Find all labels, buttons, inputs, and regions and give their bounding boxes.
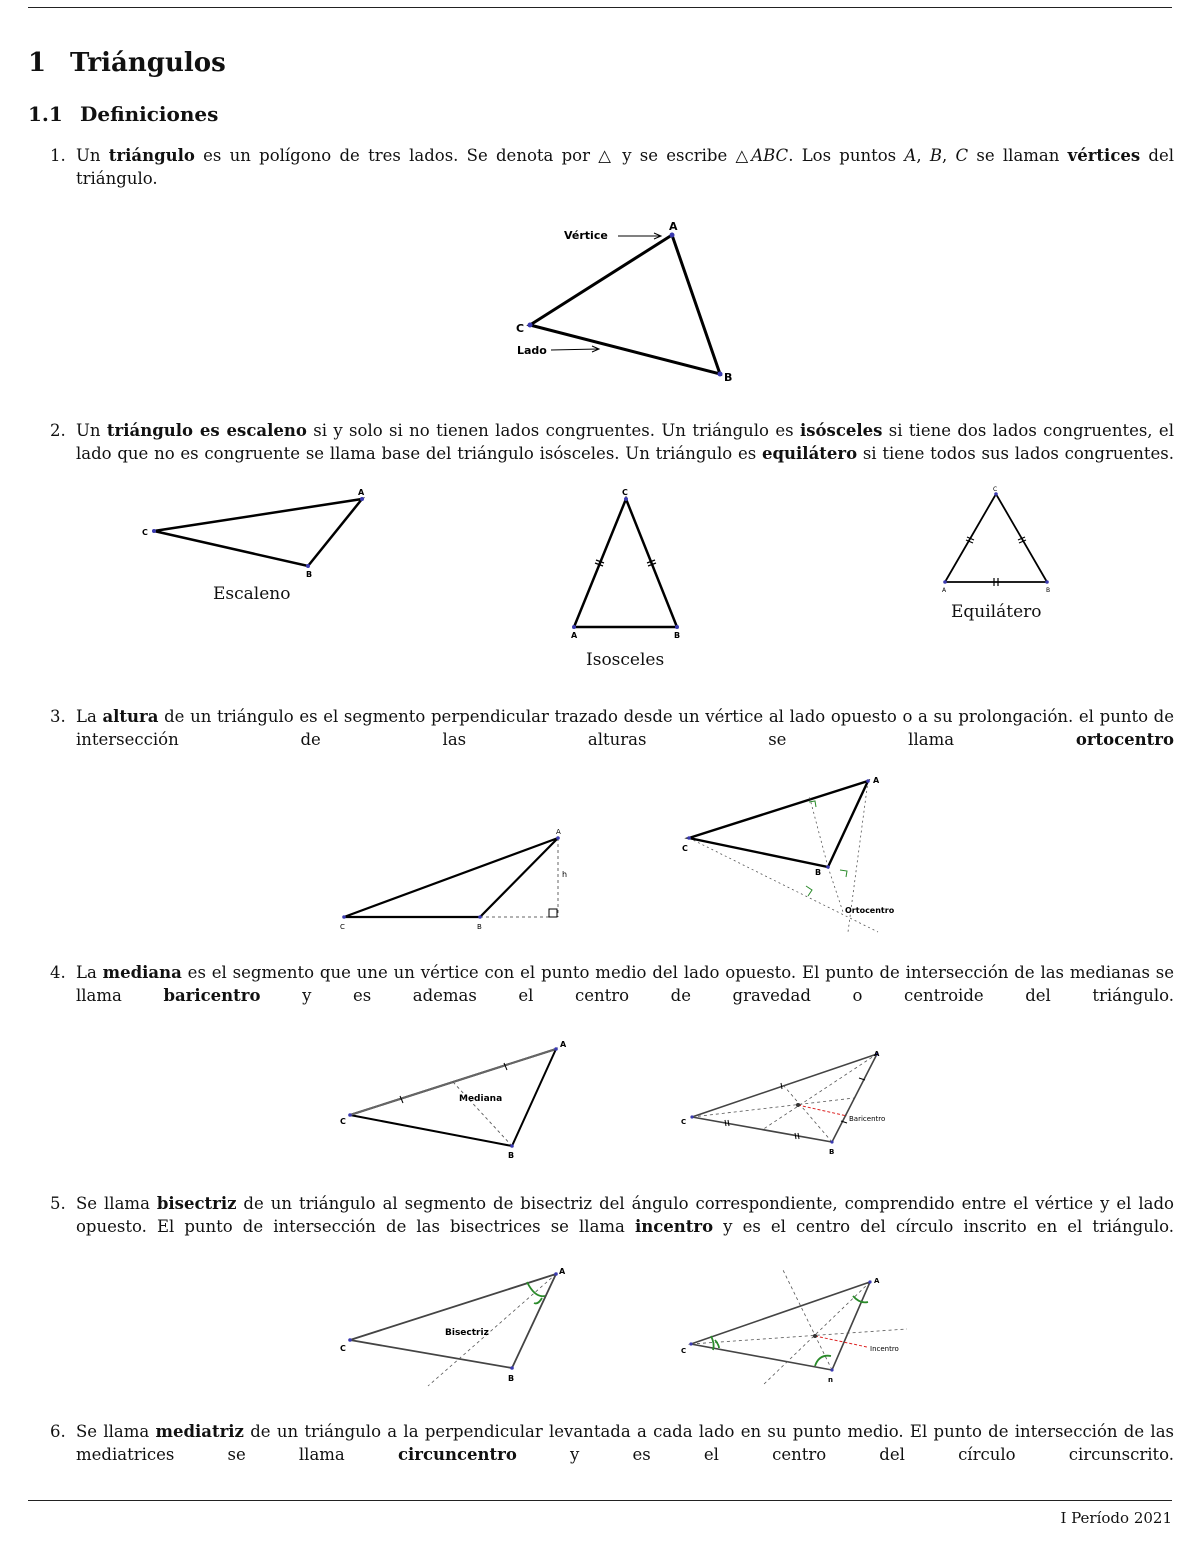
vertex-label-b: n [828, 1376, 833, 1384]
vertex-label-b: B [1046, 587, 1051, 594]
vertex-label-a: A [669, 220, 678, 233]
list-item [50, 1420, 1174, 1489]
subsection-number: 1.1 [28, 102, 63, 126]
item-number: 5. [50, 1194, 66, 1213]
page-footer: I Período 2021 [1060, 1509, 1172, 1527]
list-item [50, 961, 1174, 1030]
median-label: Mediana [459, 1094, 503, 1104]
vertex-label-a: A [942, 587, 947, 594]
section-title: Triángulos [70, 48, 226, 78]
vertex-label-b: B [477, 923, 482, 931]
vertex-label-c: C [340, 1344, 346, 1353]
item-text: La mediana es el segmento que une un vértice con el punto medio del lado opuesto. El punto de intersección de las medianas se llama baricentro y es ademas el centro de gravedad o centroide del triángulo. [76, 963, 1175, 1005]
vertex-label-b: B [815, 868, 822, 877]
figure-mediana [335, 1035, 575, 1160]
item-number: 1. [50, 146, 66, 165]
vertex-label-b: B [674, 631, 681, 640]
bottom-rule [28, 1500, 1172, 1501]
centroid-label: Baricentro [849, 1115, 886, 1123]
figure-equilatero [935, 485, 1060, 595]
item-text: Se llama mediatriz de un triángulo a la perpendicular levantada a cada lado en su punto medio. El punto de intersección de las mediatrices se llama circuncentro y es el centro del círculo circunscrito. [76, 1422, 1174, 1464]
orthocenter-label: Ortocentro [845, 906, 895, 915]
list-item [50, 1192, 1174, 1261]
vertex-label-a: A [873, 776, 880, 785]
vertex-label-b: B [829, 1148, 835, 1156]
item-number: 6. [50, 1422, 66, 1441]
vertex-label-b: B [508, 1374, 515, 1383]
section-heading [28, 48, 226, 78]
vertex-label-c: C [682, 844, 688, 853]
caption-isosceles: Isosceles [586, 650, 665, 670]
subsection-heading [28, 102, 218, 126]
vertex-label-c: C [516, 322, 525, 335]
figure-triangle-parts [500, 215, 760, 390]
item-number: 3. [50, 707, 66, 726]
list-item [50, 419, 1174, 488]
caption-escaleno: Escaleno [213, 584, 291, 604]
vertex-label-a: A [358, 488, 365, 497]
vertex-label-b: B [508, 1151, 515, 1160]
figure-bisectriz [335, 1262, 575, 1387]
bisector-label: Bisectriz [445, 1328, 489, 1338]
vertex-label-c: C [681, 1118, 687, 1126]
top-rule [28, 7, 1172, 8]
vertex-label-a: A [571, 631, 578, 640]
vertex-label-c: C [993, 486, 998, 493]
item-text: Un triángulo es escaleno si y solo si no tienen lados congruentes. Un triángulo es isósceles si tiene dos lados congruentes, el lado que no es congruente se llama base del triángulo isósceles. Un triángulo es equilátero si tiene todos sus lados congruentes. [76, 421, 1174, 463]
item-number: 2. [50, 421, 66, 440]
vertex-label-a: A [560, 1040, 567, 1049]
figure-escaleno [140, 485, 380, 580]
vertex-label-c: C [681, 1347, 687, 1355]
vertex-label-c: C [340, 923, 345, 931]
list-item [50, 705, 1174, 774]
vertex-label-a: A [556, 828, 561, 836]
item-text: La altura de un triángulo es el segmento perpendicular trazado desde un vértice al lado opuesto o a su prolongación. el punto de intersección de las alturas se llama ortocentro [76, 707, 1174, 749]
vertex-label-b: B [724, 371, 733, 384]
incenter-label: Incentro [870, 1345, 899, 1353]
subsection-title: Definiciones [80, 102, 219, 126]
vertex-label-c: C [622, 488, 628, 497]
list-item [50, 144, 1174, 213]
figure-incentro [675, 1268, 920, 1388]
item-text: Se llama bisectriz de un triángulo al segmento de bisectriz del ángulo correspondiente, comprendido entre el vértice y el lado opuesto. El punto de intersección de las bisectrices se llama incentro y es el centro del círculo inscrito en el triángulo. [76, 1194, 1174, 1236]
item-number: 4. [50, 963, 66, 982]
vertex-label-c: C [340, 1117, 346, 1126]
vertex-annotation: Vértice [564, 229, 608, 242]
figure-ortocentro [675, 770, 915, 935]
vertex-label-c: C [142, 528, 148, 537]
side-annotation: Lado [517, 344, 547, 357]
vertex-label-b: B [306, 570, 313, 579]
section-number: 1 [28, 48, 47, 78]
caption-equilatero: Equilátero [951, 602, 1042, 622]
height-label: h [562, 870, 568, 879]
figure-altura [335, 822, 575, 932]
figure-isosceles [560, 485, 690, 645]
vertex-label-a: A [559, 1267, 566, 1276]
figure-baricentro [675, 1042, 920, 1160]
vertex-label-a: A [874, 1050, 880, 1058]
item-text: Un triángulo es un polígono de tres lados. Se denota por △ y se escribe △ABC. Los puntos A, B, C se llaman vértices del triángulo. [76, 146, 1175, 188]
vertex-label-a: A [874, 1277, 880, 1285]
